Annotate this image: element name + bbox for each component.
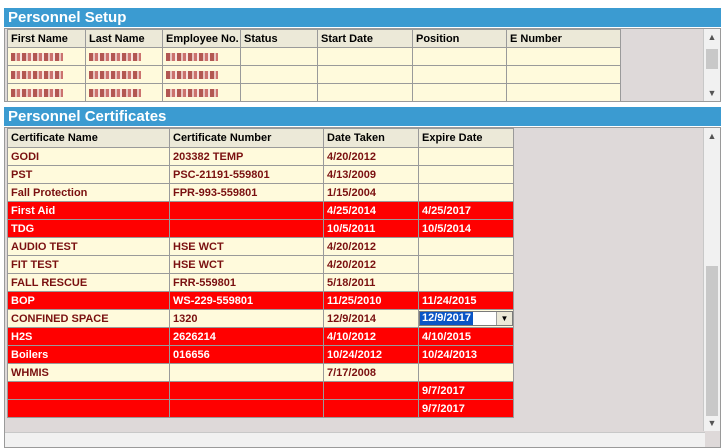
certificate-row[interactable] [8, 148, 514, 166]
certificate-cell-number[interactable]: WS-229-559801 [170, 292, 324, 310]
certificate-cell-name[interactable] [8, 400, 170, 418]
personnel-vertical-scrollbar[interactable] [703, 29, 720, 101]
certificate-cell-name[interactable]: Boilers [8, 346, 170, 364]
certificate-cell-taken[interactable]: 4/20/2012 [324, 148, 419, 166]
col-start-date[interactable]: Start Date [318, 30, 413, 48]
certificates-header-row [8, 129, 514, 148]
personnel-cell-emp[interactable] [163, 84, 241, 102]
certificate-cell-expire[interactable]: 10/24/2013 [419, 346, 514, 364]
arrow-up-icon[interactable]: ▲ [707, 32, 717, 42]
personnel-certificates-grid[interactable] [4, 127, 721, 448]
chevron-down-icon[interactable]: ▼ [496, 312, 512, 325]
certificate-cell-name[interactable]: FALL RESCUE [8, 274, 170, 292]
personnel-table [7, 29, 621, 102]
certificate-cell-name[interactable]: CONFINED SPACE [8, 310, 170, 328]
personnel-cell-start[interactable] [318, 66, 413, 84]
personnel-cell-emp[interactable] [163, 48, 241, 66]
redacted-text [11, 89, 63, 97]
certificates-horizontal-scrollbar[interactable] [5, 432, 705, 447]
certificates-table [7, 128, 514, 418]
certificate-cell-taken[interactable]: 5/18/2011 [324, 274, 419, 292]
certificate-cell-expire[interactable] [419, 148, 514, 166]
certificate-cell-name[interactable] [8, 382, 170, 400]
certificate-cell-number[interactable]: HSE WCT [170, 256, 324, 274]
arrow-down-icon[interactable]: ▼ [707, 88, 717, 98]
certificate-cell-number[interactable]: PSC-21191-559801 [170, 166, 324, 184]
col-certificate-name[interactable]: Certificate Name [8, 129, 170, 148]
col-status[interactable]: Status [241, 30, 318, 48]
col-employee-no[interactable]: Employee No. [163, 30, 241, 48]
certificate-cell-expire[interactable]: 9/7/2017 [419, 382, 514, 400]
certificate-cell-name[interactable]: GODI [8, 148, 170, 166]
personnel-cell-enumber[interactable] [507, 48, 621, 66]
personnel-header-row [8, 30, 621, 48]
certificate-cell-number[interactable]: FPR-993-559801 [170, 184, 324, 202]
certificate-cell-taken[interactable]: 11/25/2010 [324, 292, 419, 310]
certificate-cell-number[interactable]: 203382 TEMP [170, 148, 324, 166]
certificate-row[interactable] [8, 202, 514, 220]
certificate-cell-name[interactable]: TDG [8, 220, 170, 238]
redacted-text [11, 53, 63, 61]
certificate-cell-taken[interactable]: 4/25/2014 [324, 202, 419, 220]
certificate-cell-expire[interactable]: 10/5/2014 [419, 220, 514, 238]
certificate-cell-expire[interactable]: 4/25/2017 [419, 202, 514, 220]
certificate-cell-name[interactable]: PST [8, 166, 170, 184]
certificate-cell-expire[interactable] [419, 274, 514, 292]
certificate-cell-expire[interactable] [419, 310, 514, 328]
col-position[interactable]: Position [413, 30, 507, 48]
certificate-cell-expire[interactable] [419, 364, 514, 382]
certificate-cell-number[interactable]: 1320 [170, 310, 324, 328]
personnel-certificates-header: Personnel Certificates [4, 107, 721, 126]
scrollbar-thumb[interactable] [706, 49, 718, 69]
certificate-cell-number[interactable] [170, 400, 324, 418]
certificate-cell-name[interactable]: AUDIO TEST [8, 238, 170, 256]
certificate-row[interactable] [8, 274, 514, 292]
personnel-setup-header: Personnel Setup [4, 8, 721, 27]
redacted-text [89, 53, 141, 61]
personnel-cell-last[interactable] [86, 84, 163, 102]
certificate-cell-expire[interactable] [419, 166, 514, 184]
redacted-text [89, 89, 141, 97]
redacted-text [11, 71, 63, 79]
certificate-cell-number[interactable]: FRR-559801 [170, 274, 324, 292]
expire-date-value[interactable]: 12/9/2017 [422, 312, 471, 324]
personnel-cell-enumber[interactable] [507, 84, 621, 102]
certificate-cell-taken[interactable]: 10/5/2011 [324, 220, 419, 238]
personnel-cell-enumber[interactable] [507, 66, 621, 84]
certificate-cell-number[interactable]: 016656 [170, 346, 324, 364]
personnel-row[interactable] [8, 48, 621, 66]
certificate-cell-number[interactable]: HSE WCT [170, 238, 324, 256]
certificate-cell-taken[interactable]: 1/15/2004 [324, 184, 419, 202]
certificate-cell-number[interactable] [170, 202, 324, 220]
certificate-row[interactable] [8, 346, 514, 364]
certificate-cell-taken[interactable]: 4/10/2012 [324, 328, 419, 346]
redacted-text [89, 71, 141, 79]
certificate-cell-expire[interactable]: 11/24/2015 [419, 292, 514, 310]
certificate-row[interactable] [8, 400, 514, 418]
certificate-cell-expire[interactable]: 4/10/2015 [419, 328, 514, 346]
certificate-cell-taken[interactable]: 7/17/2008 [324, 364, 419, 382]
certificate-row[interactable] [8, 238, 514, 256]
certificate-row[interactable] [8, 256, 514, 274]
certificate-row[interactable] [8, 364, 514, 382]
personnel-cell-status[interactable] [241, 48, 318, 66]
redacted-text [166, 71, 218, 79]
certificate-row[interactable] [8, 310, 514, 328]
redacted-text [166, 53, 218, 61]
personnel-cell-last[interactable] [86, 66, 163, 84]
personnel-cell-start[interactable] [318, 84, 413, 102]
certificate-cell-expire[interactable]: 9/7/2017 [419, 400, 514, 418]
certificate-cell-taken[interactable]: 4/20/2012 [324, 238, 419, 256]
personnel-cell-status[interactable] [241, 66, 318, 84]
col-last-name[interactable]: Last Name [86, 30, 163, 48]
personnel-cell-first[interactable] [8, 66, 86, 84]
arrow-down-icon[interactable]: ▼ [707, 418, 717, 428]
certificate-row[interactable] [8, 292, 514, 310]
certificate-cell-name[interactable]: H2S [8, 328, 170, 346]
certificate-cell-name[interactable]: Fall Protection [8, 184, 170, 202]
personnel-row[interactable] [8, 66, 621, 84]
personnel-cell-emp[interactable] [163, 66, 241, 84]
certificate-cell-taken[interactable]: 4/20/2012 [324, 256, 419, 274]
col-first-name[interactable]: First Name [8, 30, 86, 48]
redacted-text [166, 89, 218, 97]
certificate-cell-number[interactable] [170, 382, 324, 400]
certificate-cell-taken[interactable] [324, 382, 419, 400]
arrow-up-icon[interactable]: ▲ [707, 131, 717, 141]
certificate-cell-taken[interactable] [324, 400, 419, 418]
expire-date-editor[interactable] [419, 311, 513, 326]
certificate-cell-name[interactable]: First Aid [8, 202, 170, 220]
certificate-cell-taken[interactable]: 10/24/2012 [324, 346, 419, 364]
col-date-taken[interactable]: Date Taken [324, 129, 419, 148]
certificate-cell-taken[interactable]: 4/13/2009 [324, 166, 419, 184]
personnel-cell-position[interactable] [413, 48, 507, 66]
certificate-row[interactable] [8, 166, 514, 184]
certificate-cell-expire[interactable] [419, 184, 514, 202]
certificate-row[interactable] [8, 328, 514, 346]
personnel-cell-status[interactable] [241, 84, 318, 102]
personnel-cell-last[interactable] [86, 48, 163, 66]
personnel-cell-position[interactable] [413, 66, 507, 84]
certificate-row[interactable] [8, 382, 514, 400]
certificate-cell-name[interactable]: BOP [8, 292, 170, 310]
certificate-row[interactable] [8, 220, 514, 238]
personnel-cell-first[interactable] [8, 84, 86, 102]
certificate-cell-expire[interactable] [419, 256, 514, 274]
certificate-cell-name[interactable]: FIT TEST [8, 256, 170, 274]
personnel-setup-grid[interactable] [4, 28, 721, 102]
certificates-vertical-scrollbar[interactable] [703, 128, 720, 431]
personnel-cell-first[interactable] [8, 48, 86, 66]
personnel-row[interactable] [8, 84, 621, 102]
personnel-cell-position[interactable] [413, 84, 507, 102]
scrollbar-thumb[interactable] [706, 266, 718, 416]
certificate-cell-name[interactable]: WHMIS [8, 364, 170, 382]
certificate-cell-number[interactable] [170, 220, 324, 238]
personnel-cell-start[interactable] [318, 48, 413, 66]
col-expire-date[interactable]: Expire Date [419, 129, 514, 148]
certificate-cell-number[interactable]: 2626214 [170, 328, 324, 346]
certificate-row[interactable] [8, 184, 514, 202]
certificate-cell-expire[interactable] [419, 238, 514, 256]
certificate-cell-number[interactable] [170, 364, 324, 382]
col-e-number[interactable]: E Number [507, 30, 621, 48]
certificate-cell-taken[interactable]: 12/9/2014 [324, 310, 419, 328]
col-certificate-number[interactable]: Certificate Number [170, 129, 324, 148]
